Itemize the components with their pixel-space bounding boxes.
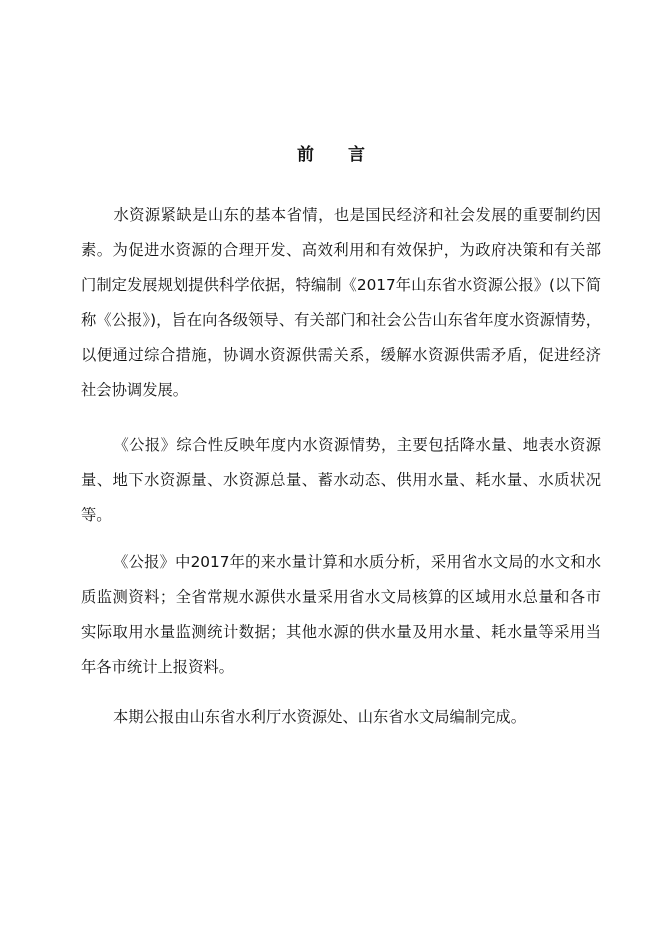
paragraph-3	[81, 545, 601, 685]
paragraph-2-text: 《公报》综合性反映年度内水资源情势，主要包括降水量、地表水资源量、地下水资源量、水资源总量、蓄水动态、供用水量、耗水量、水质状况等。	[81, 436, 601, 524]
title-char-1: 前	[297, 145, 314, 165]
paragraph-4-text: 本期公报由山东省水利厅水资源处、山东省水文局编制完成。	[113, 708, 527, 726]
paragraph-2	[81, 428, 601, 533]
title-char-2: 言	[348, 145, 365, 165]
paragraph-1-text: 水资源紧缺是山东的基本省情，也是国民经济和社会发展的重要制约因素。为促进水资源的合理开发、高效利用和有效保护，为政府决策和有关部门制定发展规划提供科学依据，特编制《2017年山东省水资源公报》(以下简称《公报》)，旨在向各级领导、有关部门和社会公告山东省年度水资源情势，以便通过综合措施，协调水资源供需关系，缓解水资源供需矛盾，促进经济社会协调发展。	[81, 206, 601, 399]
page-title	[0, 143, 662, 167]
paragraph-4	[81, 700, 601, 735]
paragraph-3-text: 《公报》中2017年的来水量计算和水质分析，采用省水文局的水文和水质监测资料；全省常规水源供水量采用省水文局核算的区域用水总量和各市实际取用水量监测统计数据；其他水源的供水量及用水量、耗水量等采用当年各市统计上报资料。	[81, 553, 601, 676]
paragraph-1	[81, 198, 601, 408]
